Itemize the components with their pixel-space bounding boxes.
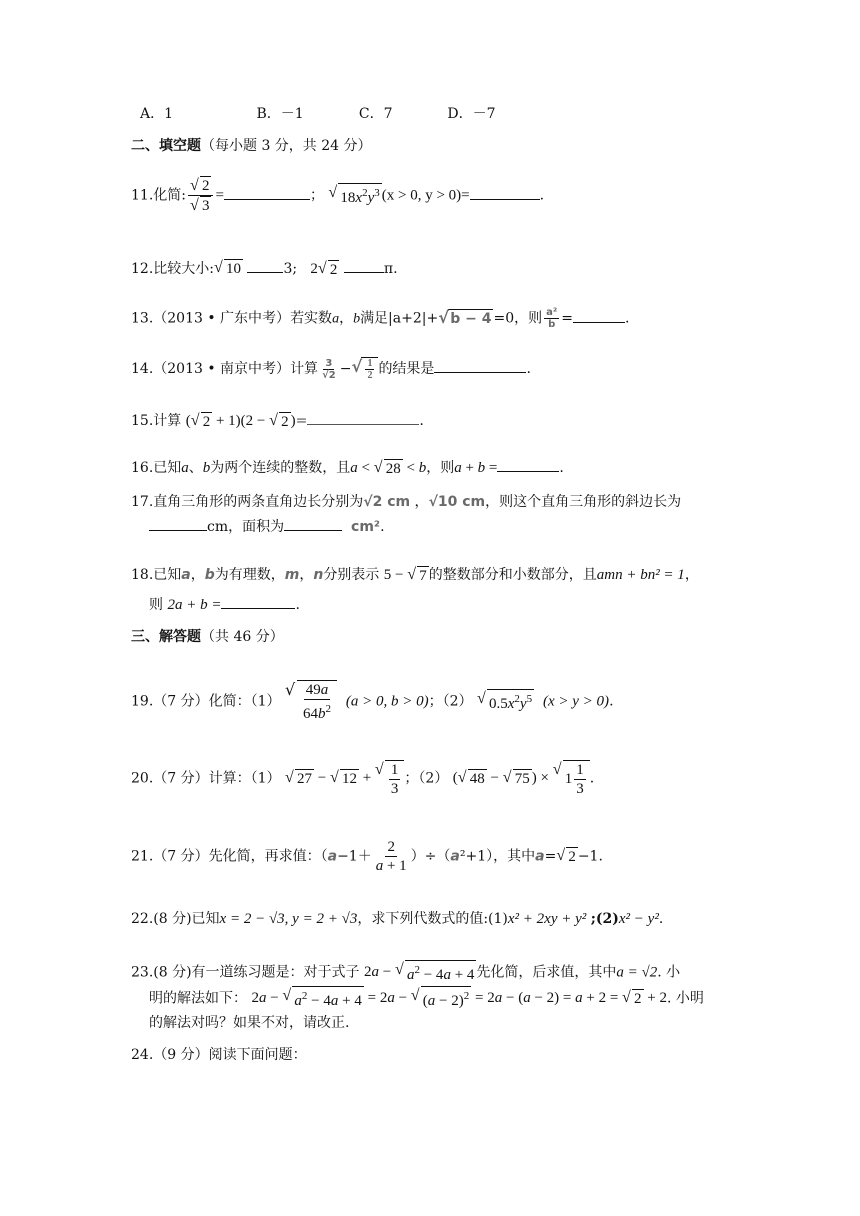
- q19-condition-2: (x > y > 0): [543, 693, 610, 710]
- q19-text-2: ；（2）: [428, 693, 473, 710]
- q20-expr-2: (√ 48 − √ 75 ) × √ 1 $\frac{1}{3}$: [453, 770, 590, 786]
- q22-sep: ;(2): [590, 911, 619, 927]
- q17-leg-1: √2 cm: [363, 494, 411, 510]
- q19-sqrt-frac: √ $\frac{49a}{64b^2}$: [285, 680, 337, 723]
- q15-expression: (√ 2 + 1)(2 − √ 2 ): [186, 413, 296, 429]
- question-20: [131, 760, 594, 798]
- q21-var-a-3: a: [535, 848, 545, 865]
- q13-end: .: [624, 310, 630, 327]
- q23-text-4: 明的解法如下：: [149, 990, 247, 1007]
- section2-note: （每小题 3 分，共 24 分）: [201, 138, 372, 154]
- q17-leg-2: √10 cm: [428, 494, 486, 510]
- q13-sqrt-b-4: √ b − 4: [438, 308, 493, 330]
- q22-end: .: [658, 911, 664, 927]
- question-23-line3: [149, 1012, 349, 1034]
- question-17-line1: 17.直角三角形的两条直角边长分别为√2 cm ，√10 cm，则这个直角三角形的斜边长为: [131, 494, 682, 510]
- q18-text-5: 则: [149, 597, 163, 613]
- q18-text-2: 为有理数，: [214, 567, 285, 583]
- q22-number: 22.: [131, 911, 154, 927]
- q15-eq: =: [295, 413, 308, 429]
- q15-text-1: 计算: [153, 413, 182, 429]
- q23-text-3: . 小: [657, 964, 681, 981]
- q22-expr-1: x² + 2xy + y²: [507, 911, 587, 927]
- q12-2sqrt2: 2√ 2: [310, 261, 339, 277]
- q21-end: −1.: [577, 848, 603, 865]
- question-23-line2: [149, 986, 704, 1012]
- q12-text-pi: π.: [383, 261, 398, 277]
- q14-text-1: 计算: [290, 361, 319, 377]
- question-22: [131, 908, 663, 930]
- q11-sqrt-expr: √ $18x^2y^3$: [328, 183, 381, 209]
- q17-end: .: [380, 519, 385, 535]
- option-d: D．－7: [447, 106, 496, 122]
- q23-text-6: 的解法对吗？如果不对，请改正.: [149, 1015, 350, 1031]
- q20-text-2: ；（2）: [404, 770, 449, 787]
- section2-title: 二、填空题: [131, 138, 201, 154]
- q18-var-b: b: [204, 567, 215, 583]
- q23-text-5: . 小明: [667, 990, 704, 1007]
- q24-text: （9 分）阅读下面问题：: [153, 1047, 307, 1063]
- option-b: B．－1: [256, 106, 304, 122]
- q23-condition: a = √2: [616, 964, 658, 981]
- q21-eq: =: [544, 848, 557, 865]
- question-18-line2: [149, 594, 300, 616]
- q23-number: 23.: [131, 964, 154, 981]
- q18-equation: amn + bn² = 1: [596, 567, 685, 583]
- q14-source: （2013 • 南京中考）: [153, 361, 291, 377]
- q14-number: 14.: [131, 361, 154, 377]
- q12-text: 比较大小:: [153, 261, 214, 277]
- q19-end: .: [609, 693, 614, 710]
- q12-text-3: 3;: [283, 261, 298, 277]
- q17-text-1: 直角三角形的两条直角边长分别为: [153, 494, 364, 510]
- q21-text-2: ）÷（: [410, 848, 451, 865]
- q13-comma: ，: [339, 310, 354, 327]
- q14-blank[interactable]: [434, 358, 526, 373]
- q18-end: .: [295, 597, 300, 613]
- q13-text-1: 若实数: [290, 310, 333, 327]
- options-row: [140, 103, 496, 125]
- question-16: [131, 457, 564, 480]
- question-11: 11.化简: √ 2 √ 3 = ； √ $18x^2y^3$ (x > 0, y > 0)= .: [131, 176, 544, 215]
- q12-blank-1[interactable]: [247, 258, 283, 273]
- q12-blank-2[interactable]: [344, 258, 384, 273]
- q15-number: 15.: [131, 413, 154, 429]
- q16-text-4: ，则: [426, 460, 455, 476]
- q15-end: .: [419, 413, 424, 429]
- q23-text-2: 先化简，后求值，其中: [476, 964, 617, 981]
- q22-text-2: ，求下列代数式的值:(1): [357, 911, 508, 927]
- q12-number: 12.: [131, 261, 154, 277]
- q18-expr-2a-plus-b: 2a + b =: [167, 597, 222, 613]
- q16-text-1: 已知: [153, 460, 182, 476]
- q17-number: 17.: [131, 494, 154, 510]
- q16-var-a: a: [181, 460, 189, 476]
- q21-var-a: a: [327, 848, 338, 865]
- question-24: [131, 1044, 307, 1066]
- q13-source: （2013 • 广东中考）: [153, 310, 291, 327]
- q16-number: 16.: [131, 460, 154, 476]
- q11-fraction: √ 2 √ 3: [188, 176, 214, 215]
- q13-blank[interactable]: [573, 308, 625, 323]
- section2-heading: [131, 135, 372, 157]
- q24-number: 24.: [131, 1047, 154, 1063]
- q17-blank-area[interactable]: [284, 516, 342, 531]
- q18-var-n: n: [313, 567, 324, 583]
- question-14: 14.（2013 • 南京中考）计算 $\frac{3}{√2}$ − √ $\frac{1}{2}$ 的结果是 .: [131, 357, 531, 381]
- q23-text-1: (8 分)有一道练习题是：对于式子: [153, 964, 360, 981]
- question-15: [131, 410, 424, 433]
- q12-sqrt10: √ 10: [214, 258, 243, 280]
- question-18-line1: 18.已知a，b为有理数，m，n分别表示 5 − √ 7 的整数部分和小数部分，且amn + bn² = 1，: [131, 564, 699, 587]
- q20-number: 20.: [131, 770, 154, 787]
- q21-text: （7 分）先化简，再求值：（: [153, 848, 328, 865]
- q18-var-a: a: [181, 567, 191, 583]
- q23-solution: 2a − √ $a^2 - 4a + 4 = 2a$ − √ $(a - 2)^2 = 2a - (a - 2) = a + 2$ = √ 2 + 2: [251, 990, 667, 1006]
- q16-text-3: 为两个连续的整数，且: [210, 460, 351, 476]
- q18-text-1: 已知: [153, 567, 182, 583]
- q11-blank-2[interactable]: [470, 185, 540, 200]
- q16-end: .: [559, 460, 564, 476]
- q18-number: 18.: [131, 567, 154, 583]
- q15-blank[interactable]: [307, 410, 419, 425]
- option-a: A．1: [140, 106, 174, 122]
- section3-title: 三、解答题: [131, 629, 201, 645]
- q17-text-3: cm，面积为: [207, 519, 285, 535]
- q14-text-2: 的结果是: [378, 361, 435, 377]
- q11-text: 化简:: [153, 187, 186, 204]
- q16-var-b: b: [202, 460, 211, 476]
- q20-text: （7 分）计算：（1）: [153, 770, 281, 787]
- q11-condition: (x > 0, y > 0): [381, 187, 462, 204]
- q23-expr: 2a − √ $a^2 - 4a + 4$: [364, 964, 476, 980]
- q13-text-3: =0，则: [493, 310, 543, 327]
- q13-text-2: 满足|a+2|+: [360, 310, 439, 327]
- q20-expr-1: √ 27 − √ 12 + √ $\frac{1}{3}$: [285, 770, 404, 786]
- section3-heading: [131, 626, 284, 648]
- q22-text: (8 分)已知: [153, 911, 220, 927]
- q16-sum: a + b =: [454, 460, 498, 476]
- q19-text: （7 分）化简：（1）: [153, 693, 281, 710]
- q18-text-3: 分别表示: [323, 567, 380, 583]
- question-13: [131, 307, 629, 331]
- question-19: [131, 680, 614, 723]
- section3-note: （共 46 分）: [201, 629, 284, 645]
- q21-number: 21.: [131, 848, 154, 865]
- q16-blank[interactable]: [497, 457, 559, 472]
- question-21: 21.（7 分）先化简，再求值：（a−1＋ $\frac{2}{a + 1}$ ）÷（a²+1），其中a=√ 2 −1.: [131, 838, 603, 875]
- q18-blank[interactable]: [221, 594, 295, 609]
- q21-fraction: $\frac{2}{a + 1}$: [375, 839, 407, 874]
- question-17-line2: [149, 516, 385, 538]
- q11-sep: ；: [309, 187, 324, 204]
- q17-unit-cm2: cm²: [351, 519, 381, 535]
- q13-eq: =: [561, 310, 573, 327]
- q21-sqrt2: √ 2: [556, 846, 578, 868]
- q22-given: x = 2 − √3, y = 2 + √3: [219, 911, 358, 927]
- q13-var-b: b: [353, 311, 361, 327]
- q16-text-2: 、: [188, 460, 203, 476]
- question-12: [131, 258, 398, 281]
- q18-text-4: 的整数部分和小数部分，且: [428, 567, 597, 583]
- q17-blank-hyp[interactable]: [149, 516, 207, 531]
- q13-fraction-a2-b: $\frac{\text{a²}}{b}$: [546, 307, 558, 330]
- q13-number: 13.: [131, 310, 154, 327]
- q19-number: 19.: [131, 693, 154, 710]
- q16-inequality: a < √ 28 < b: [350, 460, 426, 476]
- q14-sqrt-half: √ $\frac{1}{2}$: [351, 357, 378, 381]
- q21-var-a-2: a: [450, 848, 460, 865]
- q20-end: .: [589, 770, 595, 787]
- q14-end: .: [526, 361, 531, 377]
- q13-var-a: a: [332, 311, 340, 327]
- question-23-line1: [131, 960, 680, 986]
- q14-frac-3-sqrt2: $\frac{3}{√2}$: [322, 357, 336, 381]
- option-c: C．7: [358, 106, 393, 122]
- q11-end: .: [539, 187, 545, 204]
- q19-sqrt-expr-2: √ $0.5x^2y^5$: [477, 689, 534, 715]
- q18-5-minus-sqrt7: 5 − √ 7: [384, 567, 429, 583]
- q17-text-2: ，则这个直角三角形的斜边长为: [485, 494, 682, 510]
- q18-var-m: m: [284, 567, 300, 583]
- q11-number: 11.: [131, 187, 154, 204]
- q21-text-3: ²+1），其中: [459, 848, 536, 865]
- q19-condition-1: (a > 0, b > 0): [345, 693, 429, 710]
- q22-expr-2: x² − y²: [618, 911, 659, 927]
- q11-blank-1[interactable]: [224, 185, 310, 200]
